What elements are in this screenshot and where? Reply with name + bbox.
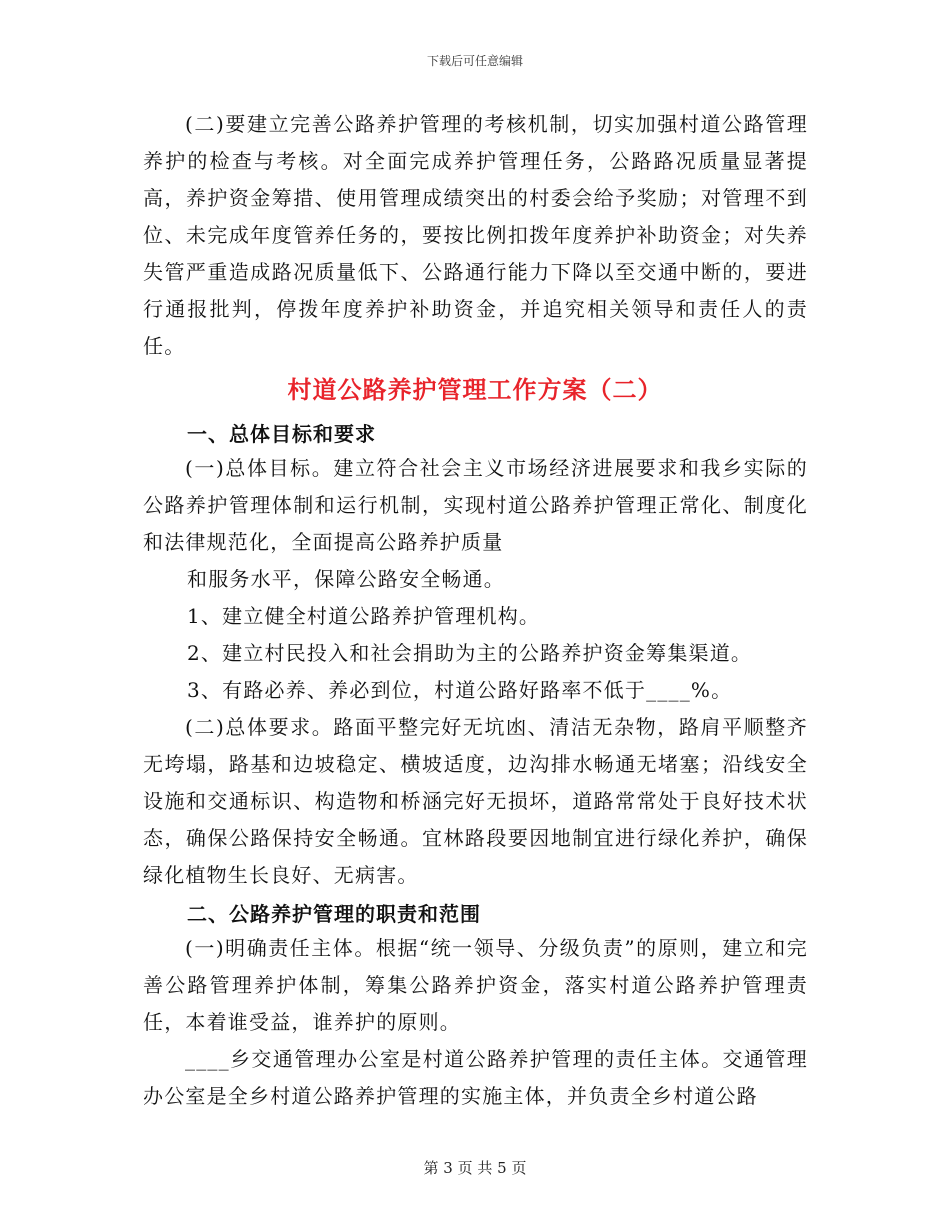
page-header-note: 下载后可任意编辑 bbox=[426, 54, 523, 68]
paragraph-overall-goal: (一)总体目标。建立符合社会主义市场经济进展要求和我乡实际的公路养护管理体制和运行机制，实现村道公路养护管理正常化、制度化和法律规范化，全面提高公路养护质量 bbox=[143, 456, 808, 554]
page-number: 第 3 页 共 5 页 bbox=[423, 1159, 527, 1177]
list-item-3: 3、有路必养、养必到位，村道公路好路率不低于____%。 bbox=[187, 678, 733, 702]
paragraph-overall-requirements: (二)总体要求。路面平整完好无坑凼、清洁无杂物，路肩平顺整齐无垮塌，路基和边坡稳定、横坡适度，边沟排水畅通无堵塞；沿线安全设施和交通标识、构造物和桥涵完好无损坏，道路常常处于良好技术状态，确保公路保持安全畅通。宜林路段要因地制宜进行绿化养护，确保绿化植物生长良好、无病害。 bbox=[143, 715, 808, 887]
paragraph-responsible-body: ____乡交通管理办公室是村道公路养护管理的责任主体。交通管理办公室是全乡村道公路养护管理的实施主体，并负责全乡村道公路 bbox=[143, 1047, 808, 1108]
paragraph-goal-continuation: 和服务水平，保障公路安全畅通。 bbox=[187, 567, 505, 591]
list-item-2: 2、建立村民投入和社会捐助为主的公路养护资金筹集渠道。 bbox=[187, 641, 753, 665]
section-heading-2: 二、公路养护管理的职责和范围 bbox=[187, 902, 481, 926]
paragraph-responsibility: (一)明确责任主体。根据“统一领导、分级负责”的原则，建立和完善公路管理养护体制，筹集公路养护资金，落实村道公路养护管理责任，本着谁受益，谁养护的原则。 bbox=[143, 936, 808, 1034]
paragraph-assessment: (二)要建立完善公路养护管理的考核机制，切实加强村道公路管理养护的检查与考核。对全面完成养护管理任务，公路路况质量显著提高，养护资金筹措、使用管理成绩突出的村委会给予奖励；对管理不到位、未完成年度管养任务的，要按比例扣拨年度养护补助资金；对失养失管严重造成路况质量低下、公路通行能力下降以至交通中断的，要进行通报批判，停拨年度养护补助资金，并追究相关领导和责任人的责任。 bbox=[143, 112, 808, 358]
section-heading-1: 一、总体目标和要求 bbox=[187, 422, 376, 446]
document-title: 村道公路养护管理工作方案（二） bbox=[287, 375, 663, 404]
list-item-1: 1、建立健全村道公路养护管理机构。 bbox=[187, 604, 541, 628]
